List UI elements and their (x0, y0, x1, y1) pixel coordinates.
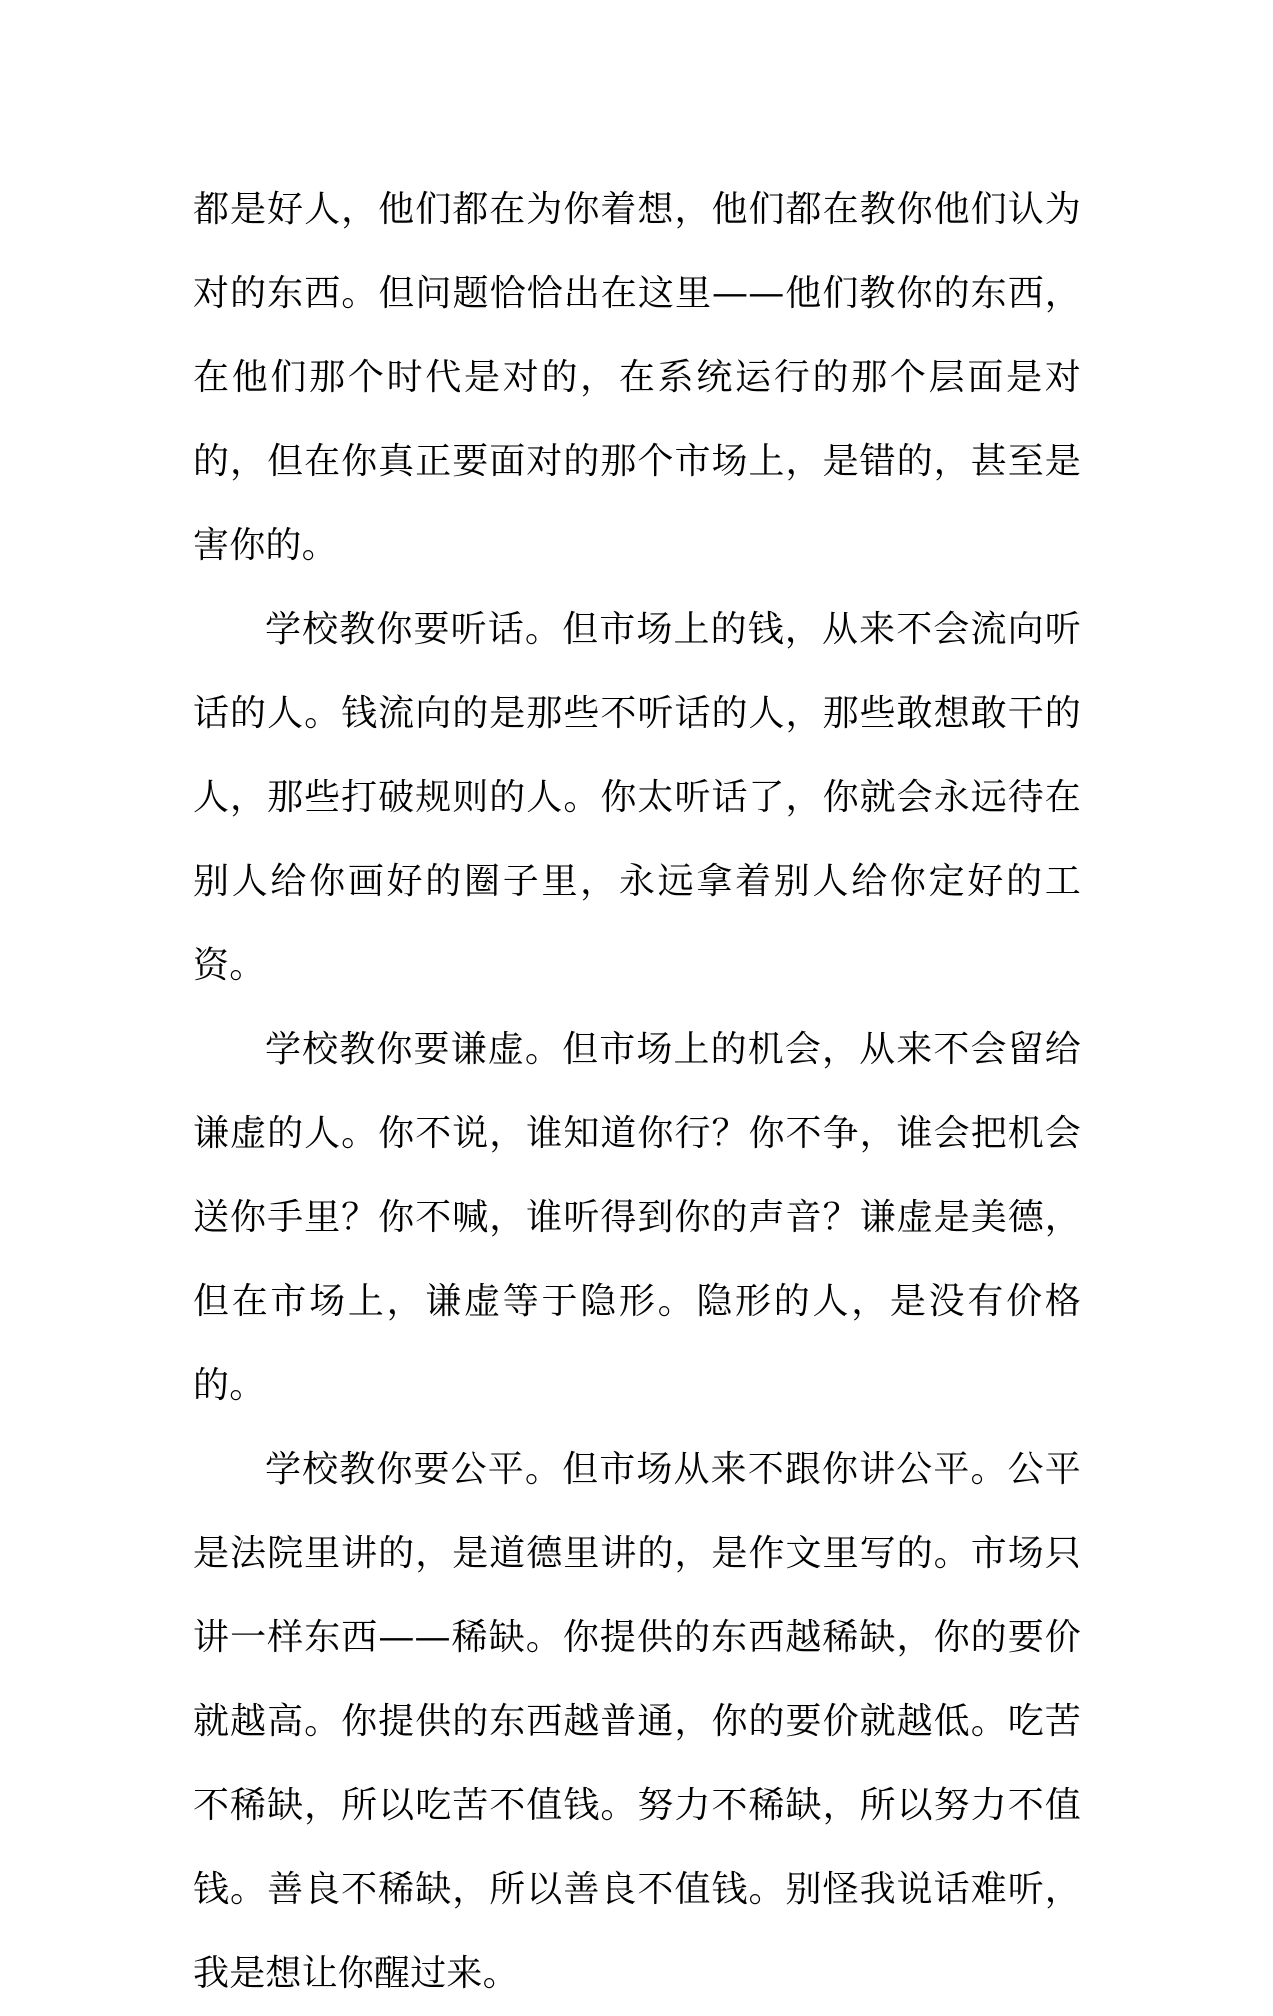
paragraph-obedience: 学校教你要听话。但市场上的钱，从来不会流向听话的人。钱流向的是那些不听话的人，那些敢想敢干的人，那些打破规则的人。你太听话了，你就会永远待在别人给你画好的圈子里，永远拿着别人给你定好的工资。 (193, 609, 1081, 986)
paragraph-continuation: 都是好人，他们都在为你着想，他们都在教你他们认为对的东西。但问题恰恰出在这里——他们教你的东西，在他们那个时代是对的，在系统运行的那个层面是对的，但在你真正要面对的那个市场上，是错的，甚至是害你的。 (193, 189, 1081, 566)
paragraph-humility: 学校教你要谦虚。但市场上的机会，从来不会留给谦虚的人。你不说，谁知道你行？你不争，谁会把机会送你手里？你不喊，谁听得到你的声音？谦虚是美德，但在市场上，谦虚等于隐形。隐形的人，是没有价格的。 (193, 1029, 1081, 1406)
paragraph-fairness: 学校教你要公平。但市场从来不跟你讲公平。公平是法院里讲的，是道德里讲的，是作文里写的。市场只讲一样东西——稀缺。你提供的东西越稀缺，你的要价就越高。你提供的东西越普通，你的要价就越低。吃苦不稀缺，所以吃苦不值钱。努力不稀缺，所以努力不值钱。善良不稀缺，所以善良不值钱。别怪我说话难听，我是想让你醒过来。 (193, 1449, 1081, 1994)
body-text (193, 168, 1081, 2016)
